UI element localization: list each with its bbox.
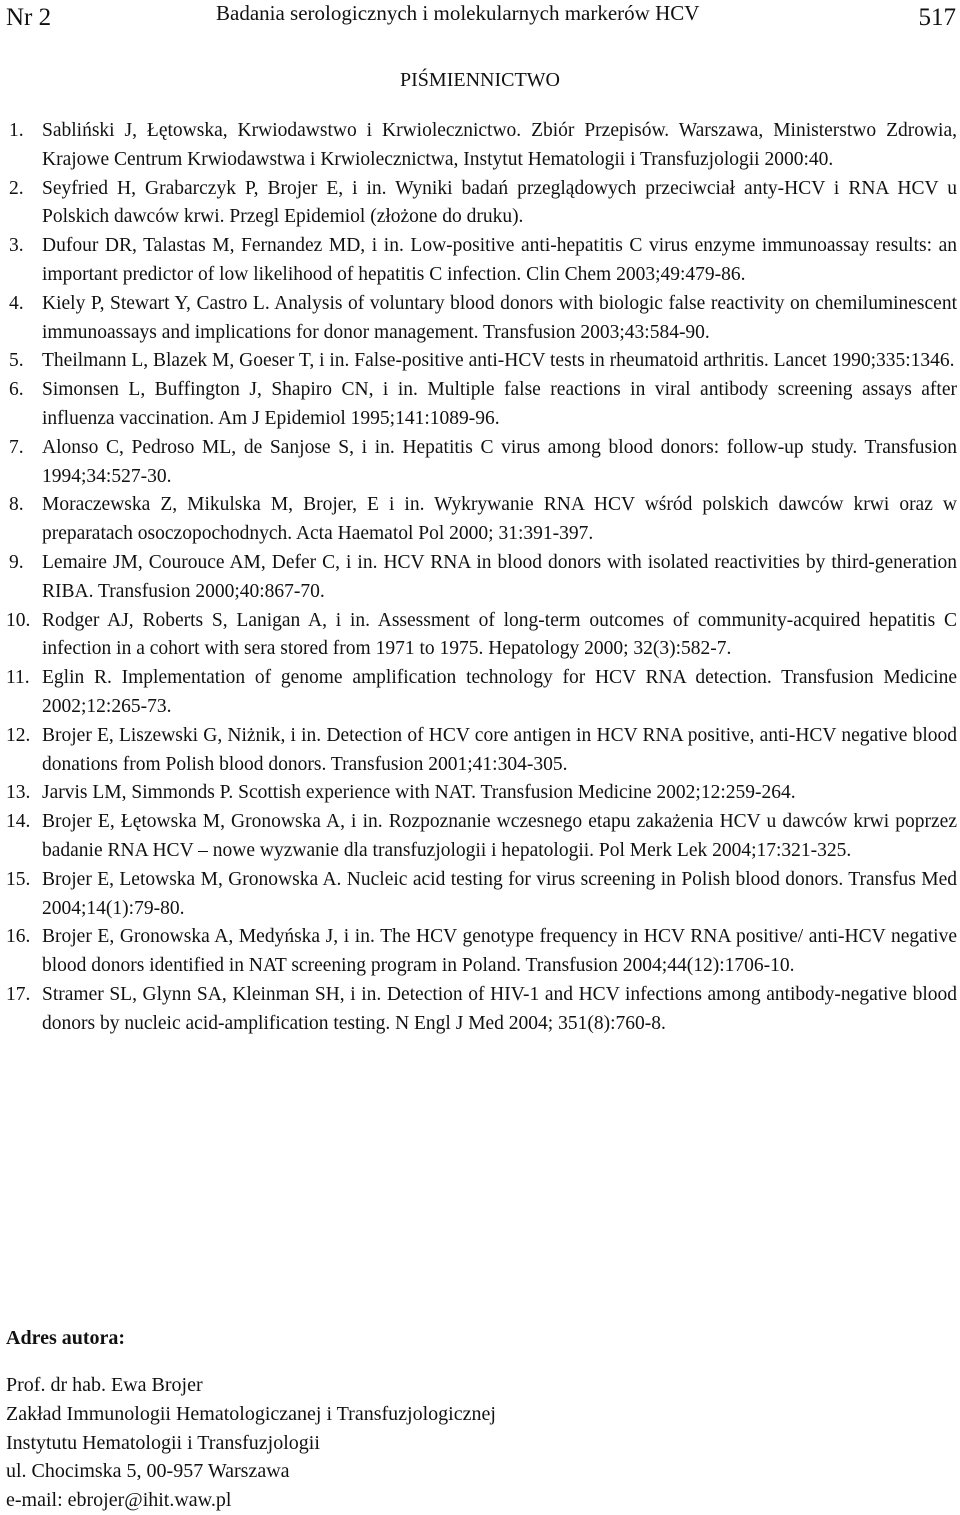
author-email[interactable]: e-mail: ebrojer@ihit.waw.pl <box>6 1489 232 1512</box>
reference-item <box>0 290 960 348</box>
reference-text: Simonsen L, Buffington J, Shapiro CN, i in. Multiple false reactions in viral antibody screening assays after influenza vaccination. Am J Epidemiol 1995;141:1089-96. <box>42 379 957 429</box>
section-title: PIŚMIENNICTWO <box>400 69 560 91</box>
reference-item <box>0 117 960 175</box>
reference-number: 3. <box>9 235 24 257</box>
reference-item <box>0 779 960 808</box>
reference-item <box>0 232 960 290</box>
reference-number: 5. <box>9 350 24 372</box>
reference-item <box>0 607 960 665</box>
reference-item <box>0 549 960 607</box>
author-street: ul. Chocimska 5, 00-957 Warszawa <box>6 1460 290 1483</box>
issue-number: Nr 2 <box>6 4 52 31</box>
reference-text: Stramer SL, Glynn SA, Kleinman SH, i in. Detection of HIV-1 and HCV infections among antibody-negative blood donors by nucleic acid-amplification testing. N Engl J Med 2004; 351(8):760-8. <box>42 983 957 1034</box>
reference-text: Jarvis LM, Simmonds P. Scottish experience with NAT. Transfusion Medicine 2002;12:259-264. <box>42 782 796 804</box>
reference-number: 2. <box>9 177 24 199</box>
reference-text: Dufour DR, Talastas M, Fernandez MD, i in. Low-positive anti-hepatitis C virus enzyme immunoassay results: an important predictor of low likelihood of hepatitis C infection. Clin Chem 2003;49:479-86. <box>42 235 957 285</box>
reference-list <box>0 117 960 1039</box>
reference-text: Brojer E, Letowska M, Gronowska A. Nucleic acid testing for virus screening in Polish blood donors. Transfus Med 2004;14(1):79-80. <box>42 868 957 919</box>
running-title: Badania serologicznych i molekularnych markerów HCV <box>216 1 700 25</box>
reference-number: 17. <box>6 983 31 1005</box>
reference-item <box>0 376 960 434</box>
reference-text: Lemaire JM, Courouce AM, Defer C, i in. HCV RNA in blood donors with isolated reactivities by third-generation RIBA. Transfusion 2000;40:867-70. <box>42 551 957 602</box>
reference-number: 9. <box>9 551 24 573</box>
reference-item <box>0 175 960 233</box>
reference-number: 6. <box>9 379 24 401</box>
reference-item <box>0 808 960 866</box>
reference-number: 8. <box>9 494 24 516</box>
reference-text: Brojer E, Liszewski G, Niżnik, i in. Detection of HCV core antigen in HCV RNA positive, anti-HCV negative blood donations from Polish blood donors. Transfusion 2001;41:304-305. <box>42 724 957 775</box>
reference-number: 13. <box>6 782 31 804</box>
author-name: Prof. dr hab. Ewa Brojer <box>6 1374 203 1396</box>
reference-item <box>0 434 960 492</box>
reference-number: 16. <box>6 926 31 948</box>
author-department: Zakład Immunologii Hematologiczanej i Transfuzjologicznej <box>6 1402 496 1425</box>
author-address-heading: Adres autora: <box>6 1327 126 1349</box>
reference-text: Moraczewska Z, Mikulska M, Brojer, E i in. Wykrywanie RNA HCV wśród polskich dawców krwi oraz w preparatach osoczopochodnych. Acta Haematol Pol 2000; 31:391-397. <box>42 494 957 545</box>
reference-text: Eglin R. Implementation of genome amplification technology for HCV RNA detection. Transfusion Medicine 2002;12:265-73. <box>42 667 957 717</box>
reference-item <box>0 923 960 981</box>
reference-number: 11. <box>6 667 30 689</box>
reference-number: 7. <box>9 436 24 458</box>
reference-text: Sabliński J, Łętowska, Krwiodawstwo i Krwiolecznictwo. Zbiór Przepisów. Warszawa, Ministerstwo Zdrowia, Krajowe Centrum Krwiodawstwa i Krwiolecznictwa, Instytut Hematologii i Transfuzjologii 2000:40. <box>42 120 957 170</box>
reference-item <box>0 866 960 924</box>
reference-item <box>0 981 960 1039</box>
page-number: 517 <box>918 4 956 31</box>
reference-text: Theilmann L, Blazek M, Goeser T, i in. False-positive anti-HCV tests in rheumatoid arthritis. Lancet 1990;335:1346. <box>42 350 955 372</box>
reference-number: 14. <box>6 811 31 833</box>
reference-item <box>0 491 960 549</box>
reference-text: Kiely P, Stewart Y, Castro L. Analysis of voluntary blood donors with biologic false reactivity on chemiluminescent immunoassays and implications for donor management. Transfusion 2003;43:584-90. <box>42 292 957 343</box>
reference-number: 4. <box>9 292 24 314</box>
reference-item <box>0 347 960 376</box>
reference-text: Rodger AJ, Roberts S, Lanigan A, i in. Assessment of long-term outcomes of community-acquired hepatitis C infection in a cohort with sera stored from 1971 to 1975. Hepatology 2000; 32(3):582-7. <box>42 609 957 660</box>
reference-text: Alonso C, Pedroso ML, de Sanjose S, i in. Hepatitis C virus among blood donors: follow-up study. Transfusion 1994;34:527-30. <box>42 436 957 487</box>
reference-item <box>0 664 960 722</box>
author-institute: Instytutu Hematologii i Transfuzjologii <box>6 1431 320 1454</box>
page-header <box>0 0 960 42</box>
reference-text: Brojer E, Łętowska M, Gronowska A, i in. Rozpoznanie wczesnego etapu zakażenia HCV u dawców krwi poprzez badanie RNA HCV – nowe wyzwanie dla transfuzjologii i hepatologii. Pol Merk Lek 2004;17:321-325. <box>42 811 957 861</box>
reference-number: 15. <box>6 868 31 890</box>
reference-text: Seyfried H, Grabarczyk P, Brojer E, i in. Wyniki badań przeglądowych przeciwciał anty-HCV i RNA HCV u Polskich dawców krwi. Przegl Epidemiol (złożone do druku). <box>42 177 957 228</box>
reference-number: 10. <box>6 609 31 631</box>
reference-number: 1. <box>9 120 24 141</box>
author-address <box>6 1371 496 1515</box>
reference-item <box>0 722 960 780</box>
reference-text: Brojer E, Gronowska A, Medyńska J, i in. The HCV genotype frequency in HCV RNA positive/ anti-HCV negative blood donors identified in NAT screening program in Poland. Transfusion 2004;44(12):1706-10. <box>42 926 957 977</box>
reference-number: 12. <box>6 724 31 746</box>
